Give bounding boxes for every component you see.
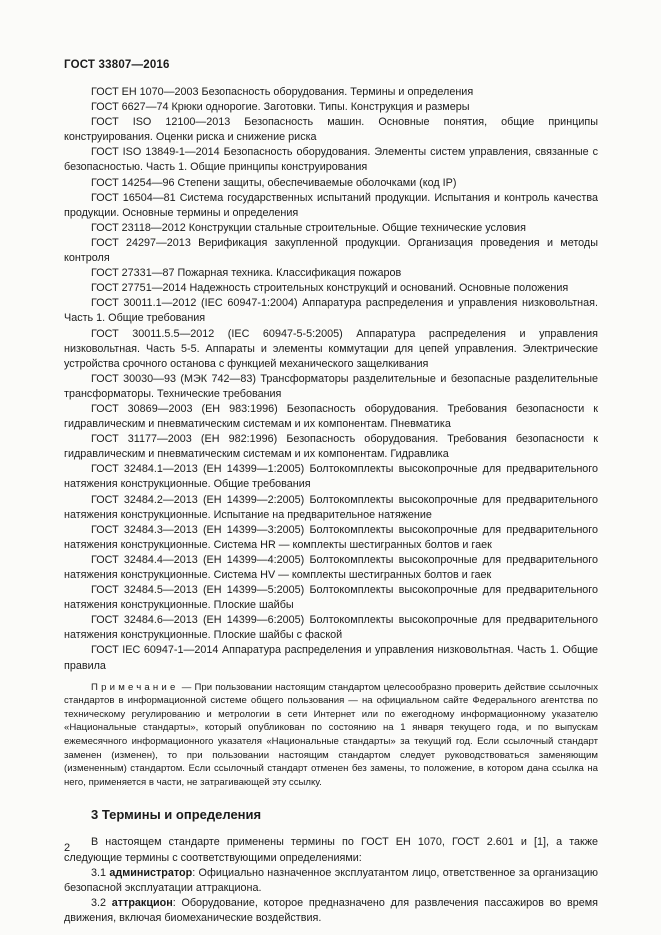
reference-item: ГОСТ 27751—2014 Надежность строительных конструкций и оснований. Основные положения [91, 282, 569, 295]
reference-item: ГОСТ 14254—96 Степени защиты, обеспечиваемые оболочками (код IP) [91, 176, 457, 189]
reference-item: ГОСТ 16504—81 Система государственных испытаний продукции. Испытания и контроль качества продукции. Основные термины и определения [64, 191, 598, 219]
reference-item: ГОСТ 24297—2013 Верификация закупленной продукции. Организация проведения и методы контроля [64, 236, 598, 265]
reference-item: ГОСТ IEC 60947-1—2014 Аппаратура распределения и управления низковольтная. Часть 1. Общие правила [64, 644, 598, 672]
section-title: 3 Термины и определения [91, 807, 262, 823]
term-definition: : Оборудование, которое предназначено для развлечения пассажиров во время движения, включая биомеханические воздействия. [64, 896, 598, 924]
terms-block [64, 835, 598, 926]
reference-item: ГОСТ 32484.1—2013 (ЕН 14399—1:2005) Болтокомплекты высокопрочные для предварительного натяжения конструкционные. Общие требования [64, 463, 598, 491]
reference-item: ГОСТ 23118—2012 Конструкции стальные строительные. Общие технические условия [91, 221, 526, 234]
term-word: аттракцион [111, 896, 173, 909]
note-label: Примечание [91, 681, 179, 693]
reference-item: ГОСТ 30030—93 (МЭК 742—83) Трансформаторы разделительные и безопасные разделительные трансформаторы. Технические требования [64, 372, 598, 400]
reference-item: ГОСТ 30011.1—2012 (IEC 60947-1:2004) Аппаратура распределения и управления низковольтная. Часть 1. Общие требования [64, 297, 598, 325]
reference-list [64, 85, 598, 674]
reference-item: ГОСТ 32484.3—2013 (ЕН 14399—3:2005) Болтокомплекты высокопрочные для предварительного натяжения конструкционные. Система HR — комплекты шестигранных болтов и гаек [64, 523, 598, 551]
note-text: — При пользовании настоящим стандартом целесообразно проверить действие ссылочных стандартов в информационной системе общего пользования — на официальном сайте Федерального агентства по техническому регулированию и метрологии в сети Интернет или по ежегодному информационному указателю «Национальные стандарты», который опубликован по состоянию на 1 января текущего года, и по выпускам ежемесячного информационного указателя «Национальные стандарты» за текущий год. Если ссылочный стандарт заменен (изменен), то при пользовании настоящим стандартом следует руководствоваться заменяющим (измененным) стандартом. Если ссылочный стандарт отменен без замены, то положение, в котором дана ссылка на него, применяется в части, не затрагивающей эту ссылку. [64, 681, 599, 788]
term-number: 3.2 [91, 896, 107, 909]
term-number: 3.1 [91, 866, 107, 879]
reference-item: ГОСТ 32484.6—2013 (ЕН 14399—6:2005) Болтокомплекты высокопрочные для предварительного натяжения конструкционные. Плоские шайбы с фаской [64, 614, 598, 642]
reference-item: ГОСТ 6627—74 Крюки однорогие. Заготовки. Типы. Конструкция и размеры [91, 101, 470, 114]
reference-item: ГОСТ 32484.4—2013 (ЕН 14399—4:2005) Болтокомплекты высокопрочные для предварительного натяжения конструкционные. Система HV — комплекты шестигранных болтов и гаек [64, 553, 598, 581]
reference-item: ГОСТ 30869—2003 (ЕН 983:1996) Безопасность оборудования. Требования безопасности к гидравлическим и пневматическим системам и их компонентам. Пневматика [64, 402, 598, 431]
page-number: 2 [64, 842, 71, 854]
reference-item: ГОСТ 27331—87 Пожарная техника. Классификация пожаров [91, 267, 402, 280]
term-word: администратор [109, 866, 193, 879]
reference-item: ГОСТ 30011.5.5—2012 (IEC 60947-5-5:2005) Аппаратура распределения и управления низковольтная. Часть 5-5. Аппараты и элементы коммутации для цепей управления. Электрические устройства срочного останова с функцией механического защелкивания [64, 327, 598, 370]
reference-item: ГОСТ ISO 12100—2013 Безопасность машин. Основные понятия, общие принципы конструирования. Оценки риска и снижение риска [64, 116, 598, 144]
term-entry [64, 866, 598, 896]
page-header: ГОСТ 33807—2016 [64, 59, 170, 71]
note-block [64, 681, 598, 790]
term-entry [64, 896, 598, 926]
section-intro: В настоящем стандарте применены термины по ГОСТ ЕН 1070, ГОСТ 2.601 и [1], а также следующие термины с соответствующими определениями: [64, 836, 598, 864]
reference-item: ГОСТ 31177—2003 (ЕН 982:1996) Безопасность оборудования. Требования безопасности к гидравлическим и пневматическим системам и их компонентам. Гидравлика [64, 433, 598, 461]
reference-item: ГОСТ 32484.5—2013 (ЕН 14399—5:2005) Болтокомплекты высокопрочные для предварительного натяжения конструкционные. Плоские шайбы [64, 584, 598, 612]
page-content [64, 85, 598, 926]
reference-item: ГОСТ ISO 13849-1—2014 Безопасность оборудования. Элементы систем управления, связанные с безопасностью. Часть 1. Общие принципы конструирования [64, 146, 598, 174]
reference-item: ГОСТ 32484.2—2013 (ЕН 14399—2:2005) Болтокомплекты высокопрочные для предварительного натяжения конструкционные. Испытание на предварительное натяжение [64, 493, 598, 521]
reference-item: ГОСТ ЕН 1070—2003 Безопасность оборудования. Термины и определения [91, 86, 474, 98]
term-definition: : Официально назначенное эксплуатантом лицо, ответственное за организацию безопасной эксплуатации аттракциона. [64, 866, 598, 894]
